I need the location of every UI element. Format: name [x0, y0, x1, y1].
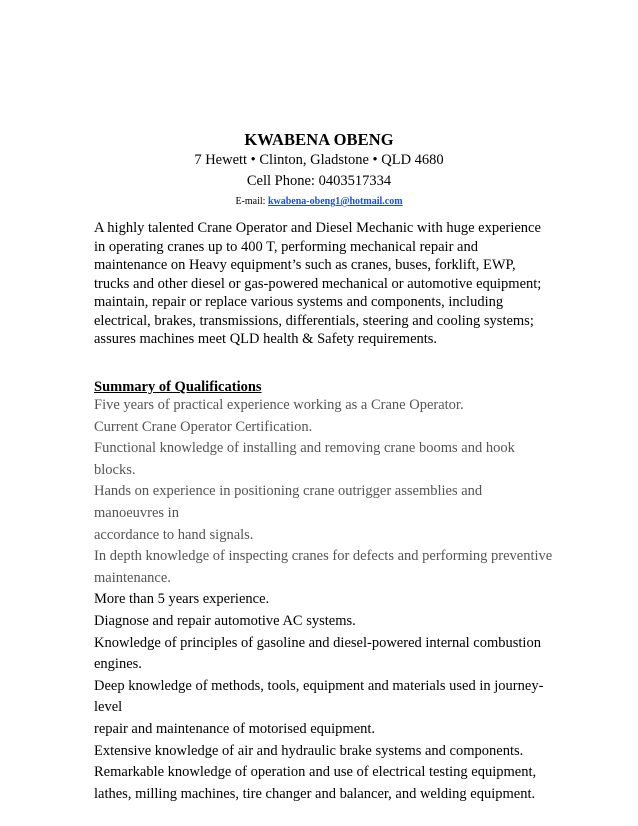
qualification-line: Deep knowledge of methods, tools, equipment and materials used in journey-level [94, 677, 544, 716]
applicant-name: KWABENA OBENG [244, 130, 394, 149]
qualification-line: Functional knowledge of installing and removing crane booms and hook blocks. [94, 440, 515, 478]
qualification-line: More than 5 years experience. [94, 591, 270, 608]
qualification-line: In depth knowledge of inspecting cranes for defects and performing preventive [94, 548, 553, 565]
qualification-line: Knowledge of principles of gasoline and diesel-powered internal combustion [94, 634, 541, 651]
email-label: E-mail: [235, 196, 268, 207]
qualification-line: lathes, milling machines, tire changer and balancer, and welding equipment. [94, 785, 536, 802]
qualifications-heading: Summary of Qualifications [94, 379, 262, 395]
qualification-line: Extensive knowledge of air and hydraulic brake systems and components. [94, 742, 524, 759]
applicant-address: 7 Hewett • Clinton, Gladstone • QLD 4680 [194, 152, 444, 168]
resume-header [0, 130, 638, 211]
qualification-line: Diagnose and repair automotive AC systems. [94, 612, 356, 629]
applicant-email-line [0, 193, 638, 211]
email-link[interactable]: kwabena-obeng1@hotmail.com [267, 196, 403, 207]
qualification-line: Hands on experience in positioning crane outrigger assemblies and manoeuvres in [94, 483, 483, 521]
qualification-line: Current Crane Operator Certification. [94, 418, 313, 435]
qualification-line: maintenance. [94, 569, 171, 586]
profile-summary: A highly talented Crane Operator and Diesel Mechanic with huge experience in operating cranes up to 400 T, performing mechanical repair and maintenance on Heavy equipment’s such as cranes, buses, forklift, EWP, trucks and other diesel or gas-powered mechanical or automotive equipment; maintain, repair or replace various systems and components, including electrical, brakes, transmissions, differentials, steering and cooling systems; assures machines meet QLD health & Safety requirements. [94, 220, 542, 347]
qualification-line: accordance to hand signals. [94, 526, 254, 543]
applicant-phone: Cell Phone: 0403517334 [246, 173, 392, 189]
qualification-line: repair and maintenance of motorised equipment. [94, 720, 376, 737]
qualifications-list [94, 395, 554, 805]
qualification-line: Five years of practical experience working as a Crane Operator. [94, 397, 464, 413]
qualification-line: Remarkable knowledge of operation and use of electrical testing equipment, [94, 764, 537, 781]
qualification-line: engines. [94, 656, 142, 673]
